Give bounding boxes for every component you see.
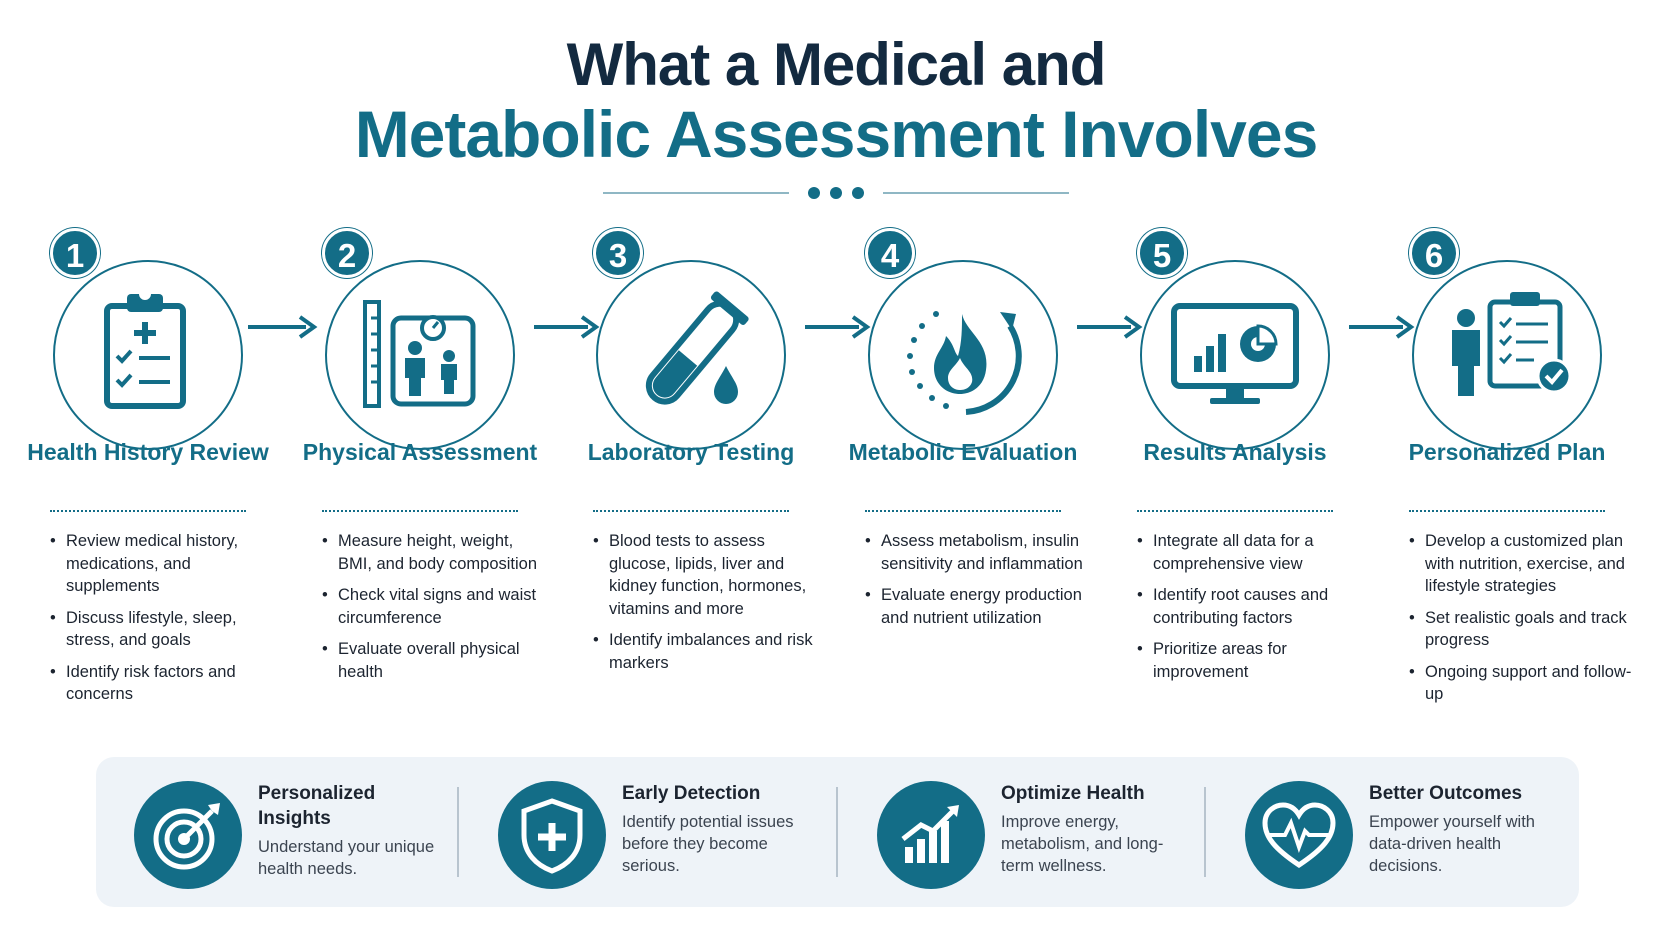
step-2-dotted-divider (322, 510, 518, 512)
step-1-bullets (50, 530, 278, 715)
heart-pulse-icon (1245, 781, 1353, 889)
list-item: • Ongoing support and follow-up (1409, 661, 1637, 706)
target-icon (134, 781, 242, 889)
step-2-heading: Physical Assessment (302, 439, 538, 465)
title-divider (603, 186, 1069, 200)
list-item: • Set realistic goals and track progress (1409, 607, 1637, 652)
step-2-number-badge: 2 (322, 228, 372, 278)
benefit-title: Better Outcomes (1369, 783, 1523, 804)
list-item: • Identify root causes and contributing factors (1137, 584, 1365, 629)
benefit-better-outcomes (1207, 781, 1547, 891)
list-item: • Measure height, weight, BMI, and body composition (322, 530, 550, 575)
list-item: • Blood tests to assess glucose, lipids, liver and kidney function, hormones, vitamins and more (593, 530, 821, 620)
list-item: • Identify imbalances and risk markers (593, 629, 821, 674)
step-5-number-badge: 5 (1137, 228, 1187, 278)
step-4-dotted-divider (865, 510, 1061, 512)
growth-chart-icon (877, 781, 985, 889)
step-4-bullets (865, 530, 1093, 638)
benefit-title: Optimize Health (1001, 783, 1145, 804)
benefit-separator (1204, 787, 1206, 877)
step-1-dotted-divider (50, 510, 246, 512)
step-2-icon-circle (325, 260, 515, 450)
divider-dot (852, 187, 864, 199)
page-title-line-1: What a Medical and (566, 31, 1106, 98)
benefits-panel (96, 757, 1579, 907)
monitor-chart-icon (1142, 262, 1328, 448)
list-item: • Prioritize areas for improvement (1137, 638, 1365, 683)
step-6-bullets (1409, 530, 1637, 715)
benefit-description: Empower yourself with data-driven health decisions. (1369, 813, 1535, 875)
step-5-bullets (1137, 530, 1365, 692)
clipboard-icon (55, 262, 241, 448)
shield-plus-icon (498, 781, 606, 889)
list-item: • Evaluate energy production and nutrient utilization (865, 584, 1093, 629)
arrow-right-icon (1077, 315, 1143, 339)
page-title-line-2: Metabolic Assessment Involves (354, 97, 1318, 171)
scale-icon (327, 262, 513, 448)
step-4-heading: Metabolic Evaluation (848, 439, 1078, 465)
benefit-personalized-insights (96, 781, 436, 891)
step-3-bullets (593, 530, 821, 683)
step-3-number-badge: 3 (593, 228, 643, 278)
divider-line-left (603, 192, 789, 194)
step-1-icon-circle (53, 260, 243, 450)
benefit-early-detection (460, 781, 800, 891)
divider-line-right (883, 192, 1069, 194)
step-3-dotted-divider (593, 510, 789, 512)
list-item: • Assess metabolism, insulin sensitivity and inflammation (865, 530, 1093, 575)
step-5-heading: Results Analysis (1143, 439, 1327, 465)
benefit-optimize-health (839, 781, 1179, 891)
list-item: • Identify risk factors and concerns (50, 661, 278, 706)
step-6-heading: Personalized Plan (1408, 439, 1606, 465)
flame-icon (870, 262, 1056, 448)
benefit-separator (457, 787, 459, 877)
step-3-heading: Laboratory Testing (587, 439, 795, 465)
arrow-right-icon (248, 315, 318, 339)
arrow-right-icon (805, 315, 871, 339)
list-item: • Evaluate overall physical health (322, 638, 550, 683)
benefit-title: Personalized Insights (258, 783, 376, 829)
step-3-icon-circle (596, 260, 786, 450)
step-4-icon-circle (868, 260, 1058, 450)
benefit-title: Early Detection (622, 783, 761, 804)
list-item: • Review medical history, medications, and supplements (50, 530, 278, 598)
step-5-icon-circle (1140, 260, 1330, 450)
benefit-description: Identify potential issues before they become serious. (622, 813, 794, 875)
list-item: • Develop a customized plan with nutrition, exercise, and lifestyle strategies (1409, 530, 1637, 598)
divider-dot (830, 187, 842, 199)
step-6-icon-circle (1412, 260, 1602, 450)
benefit-description: Understand your unique health needs. (258, 838, 435, 878)
step-2-bullets (322, 530, 550, 692)
arrow-right-icon (1349, 315, 1415, 339)
step-6-number-badge: 6 (1409, 228, 1459, 278)
arrow-right-icon (534, 315, 600, 339)
divider-dot (808, 187, 820, 199)
step-4-number-badge: 4 (865, 228, 915, 278)
test-tube-icon (598, 262, 784, 448)
plan-checklist-icon (1414, 262, 1600, 448)
benefit-description: Improve energy, metabolism, and long-term wellness. (1001, 813, 1164, 875)
list-item: • Discuss lifestyle, sleep, stress, and goals (50, 607, 278, 652)
benefit-separator (836, 787, 838, 877)
list-item: • Integrate all data for a comprehensive view (1137, 530, 1365, 575)
step-1-number-badge: 1 (50, 228, 100, 278)
step-6-dotted-divider (1409, 510, 1605, 512)
step-1-heading: Health History Review (27, 439, 269, 465)
step-5-dotted-divider (1137, 510, 1333, 512)
list-item: • Check vital signs and waist circumference (322, 584, 550, 629)
